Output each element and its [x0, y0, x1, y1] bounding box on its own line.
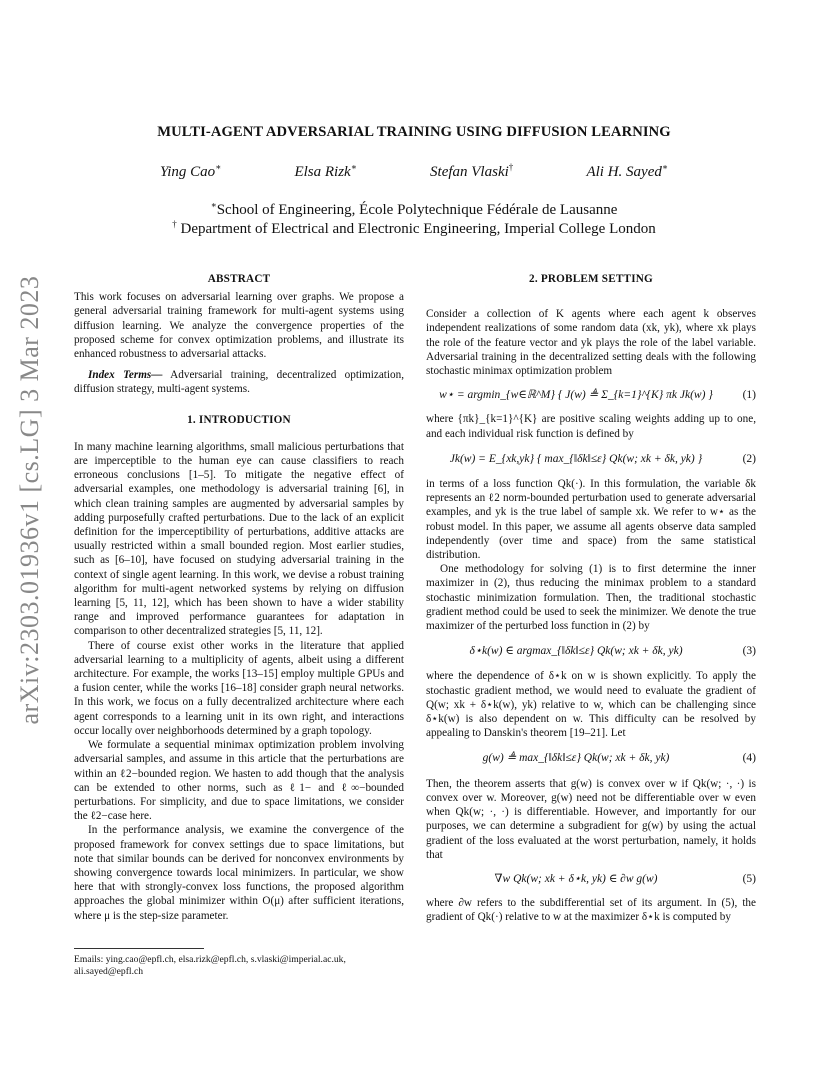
arxiv-stamp [0, 275, 60, 725]
equation [426, 751, 756, 765]
equation-body: ∇w Qk(w; xk + δ⋆k, yk) ∈ ∂w g(w) [494, 872, 658, 885]
author-list [160, 162, 668, 181]
footnote: Emails: ying.cao@epfl.ch, elsa.rizk@epfl.ch, s.vlaski@imperial.ac.uk, ali.sayed@epfl.ch [74, 954, 346, 977]
abstract-text: This work focuses on adversarial learning over graphs. We propose a general adversarial training framework for multi-agent systems using diffusion learning. We analyze the convergence properties of the proposed scheme for convex optimization problems, and illustrate its enhanced robustness to adversarial attacks. [74, 291, 404, 361]
author: Stefan Vlaski† [430, 162, 514, 180]
left-column [74, 272, 404, 923]
right-column [426, 272, 756, 925]
abstract-heading: ABSTRACT [207, 273, 271, 285]
problem-paragraph: where {πk}_{k=1}^{K} are positive scaling weights adding up to one, and each individual risk function is defined by [426, 413, 756, 440]
intro-paragraph: We formulate a sequential minimax optimization problem involving adversarial samples, and assume in this article that the perturbations are within an ℓ2−bounded region. We hasten to add though that the analysis can be extended to other norms, such as ℓ1− and ℓ∞−bounded perturbations. For simplicity, and due to space limitations, we consider the ℓ2−case here. [74, 739, 404, 823]
equation-number: (5) [742, 872, 756, 885]
affiliation: † Department of Electrical and Electronic Engineering, Imperial College London [172, 219, 656, 237]
equation [426, 388, 756, 402]
equation-body: Jk(w) = E_{xk,yk} { max_{‖δk‖≤ε} Qk(w; xk + δk, yk) } [449, 452, 703, 465]
equation-number: (4) [742, 752, 756, 765]
equation [426, 452, 756, 466]
intro-paragraph: In many machine learning algorithms, small malicious perturbations that are imperceptible to the human eye can cause classifiers to reach erroneous conclusions [1–5]. To mitigate the negative effect of adversarial examples, one methodology is adversarial training [6], in which clean training samples are augmented by adversarial samples by adding purposefully crafted perturbations. Due to the lack of an explicit definition for the imperceptibility of perturbations, additive attacks are usually restricted within a small bounded region. Most earlier studies, such as [6–10], have focused on studying adversarial training in the context of single agent learning. In this work, we devise a robust training algorithm for multi-agent networked systems by relying on diffusion learning [5, 11, 12], which has been shown to have a wider stability range and improved performance guarantees for adaptation in comparison to other decentralized strategies [5, 11, 12]. [74, 440, 404, 638]
author: Ali H. Sayed∗ [586, 162, 668, 180]
problem-paragraph: where ∂w refers to the subdifferential set of its argument. In (5), the gradient of Qk(·) relative to w at the maximizer δ⋆k is computed by [426, 897, 756, 924]
intro-paragraph: In the performance analysis, we examine the convergence of the proposed framework for convex settings due to space limitations, but note that similar bounds can be derived for nonconvex environments by showing convergence towards local minimizers. In particular, we show here that with strongly-convex loss functions, the proposed algorithm approaches the global minimizer within O(μ) after sufficient iterations, where μ is the step-size parameter. [74, 824, 404, 922]
problem-paragraph: where the dependence of δ⋆k on w is shown explicitly. To apply the stochastic gradient method, we would need to evaluate the gradient of Q(w; xk + δ⋆k(w), yk) relative to w, which can be challenging since δ⋆k(w) is also dependent on w. This difficulty can be resolved by appealing to Danskin's theorem [19–21]. Let [426, 670, 756, 740]
footnote-rule [74, 948, 204, 949]
intro-heading: 1. INTRODUCTION [187, 413, 291, 426]
equation-number: (1) [742, 389, 756, 402]
equation-body: g(w) ≜ max_{‖δk‖≤ε} Qk(w; xk + δk, yk) [482, 752, 670, 765]
problem-paragraph: Then, the theorem asserts that g(w) is convex over w if Qk(w; ·, ·) is convex over w. Moreover, g(w) need not be differentiable over w even when Qk(w; ·, ·) is differentiable. However, and importantly for our purposes, we can determine a subgradient for g(w) by using the actual gradient of the loss evaluated at the worst perturbation, namely, it holds that [426, 777, 756, 861]
equation-body: δ⋆k(w) ∈ argmax_{‖δk‖≤ε} Qk(w; xk + δk, yk) [469, 645, 683, 658]
equation-body: w⋆ = argmin_{w∈ℝ^M} { J(w) ≜ Σ_{k=1}^{K} πk Jk(w) } [439, 389, 713, 402]
author: Ying Cao∗ [160, 162, 222, 180]
problem-paragraph: One methodology for solving (1) is to first determine the inner maximizer in (2), thus reducing the minimax problem to a standard stochastic minimization formulation. Then, the traditional stochastic gradient method could be used to seek the minimizer. We denote the true maximizer of the perturbed loss function in (2) by [426, 563, 756, 633]
affiliation: ∗School of Engineering, École Polytechnique Fédérale de Lausanne [210, 200, 618, 218]
paper-title: MULTI-AGENT ADVERSARIAL TRAINING USING DIFFUSION LEARNING [157, 124, 671, 140]
equation-number: (2) [742, 452, 756, 465]
index-terms: Index Terms— Adversarial training, decentralized optimization, diffusion strategy, multi-agent systems. [74, 369, 404, 396]
intro-paragraph: There of course exist other works in the literature that applied adversarial learning to a multiplicity of agents, albeit using a different architecture. For example, the works [13–15] employ multiple GPUs and a fusion center, while the works [16–18] consider graph neural networks. In this work, we focus on a fully decentralized architecture where each agent corresponds to a learning unit in its own right, and interactions occur locally over neighborhoods determined by a graph topology. [74, 639, 404, 737]
problem-paragraph: in terms of a loss function Qk(·). In this formulation, the variable δk represents an ℓ2 norm-bounded perturbation used to generate adversarial examples, and yk is the true label of sample xk. We refer to w⋆ as the robust model. In this paper, we assume all agents observe data sampled independently (over time and space) from the same statistical distribution. [426, 478, 756, 562]
problem-paragraph: Consider a collection of K agents where each agent k observes independent realizations of some random data (xk, yk), where xk plays the role of the feature vector and yk plays the role of the label variable. Adversarial training in the decentralized setting deals with the following stochastic minimax optimization problem [426, 308, 756, 378]
problem-heading: 2. PROBLEM SETTING [529, 273, 653, 285]
equation-number: (3) [742, 645, 756, 658]
arxiv-stamp-text: arXiv:2303.01936v1 [cs.LG] 3 Mar 2023 [15, 275, 44, 725]
equation [426, 872, 756, 886]
author: Elsa Rizk∗ [294, 162, 357, 180]
equation [426, 644, 756, 658]
